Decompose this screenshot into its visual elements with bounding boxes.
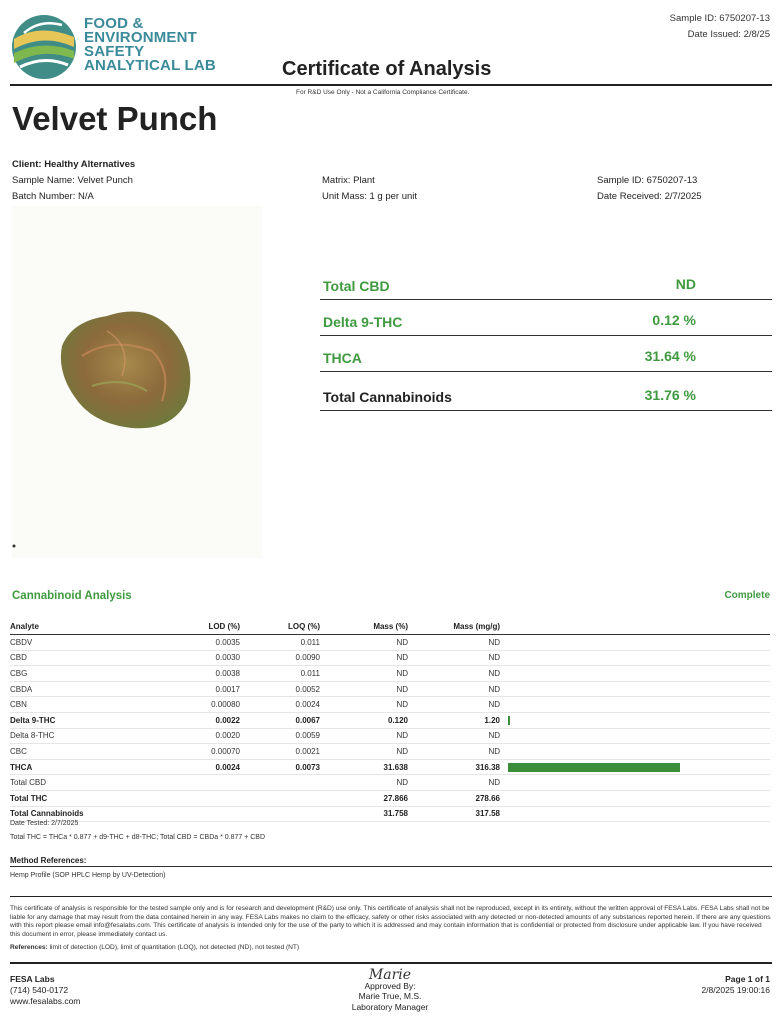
- cell-bar: [500, 728, 770, 744]
- cell-lod: 0.0022: [160, 712, 240, 728]
- footer-lab: [10, 974, 80, 1007]
- cell-mass-pct: 31.638: [320, 759, 408, 775]
- lab-phone: (714) 540-0172: [10, 985, 69, 995]
- cell-mass-pct: ND: [320, 775, 408, 791]
- cell-analyte: Total THC: [10, 790, 160, 806]
- cell-analyte: Delta 9-THC: [10, 712, 160, 728]
- cell-analyte: THCA: [10, 759, 160, 775]
- cell-mass-pct: ND: [320, 666, 408, 682]
- status-badge: Complete: [724, 590, 770, 601]
- method-text: Hemp Profile (SOP HPLC Hemp by UV-Detection): [10, 872, 166, 879]
- summary-row-delta9: [320, 308, 772, 336]
- summary-row-thca: [320, 344, 772, 372]
- cell-lod: 0.00070: [160, 744, 240, 760]
- cell-analyte: CBN: [10, 697, 160, 713]
- column-header: Mass (%): [320, 620, 408, 635]
- cell-loq: 0.0052: [240, 681, 320, 697]
- references: [10, 944, 299, 951]
- signature: Marie: [368, 967, 412, 983]
- product-name: Velvet Punch: [12, 100, 218, 137]
- cell-lod: 0.0038: [160, 666, 240, 682]
- summary-label: Total CBD: [323, 278, 390, 294]
- cell-lod: 0.0035: [160, 635, 240, 651]
- batch-number: Batch Number: N/A: [12, 191, 94, 202]
- header-meta: [670, 11, 770, 43]
- header-rule: [10, 84, 772, 86]
- formula-note: Total THC = THCa * 0.877 + d9-THC + d8-THC; Total CBD = CBDa * 0.877 + CBD: [10, 834, 266, 841]
- cell-mass-mg: ND: [408, 728, 500, 744]
- cell-bar: [500, 697, 770, 713]
- summary-label: THCA: [323, 350, 362, 366]
- cell-bar: [500, 666, 770, 682]
- cell-mass-mg: ND: [408, 650, 500, 666]
- report-timestamp: 2/8/2025 19:00:16: [701, 985, 770, 995]
- cell-lod: 0.0030: [160, 650, 240, 666]
- method-references-header: Method References:: [10, 856, 772, 867]
- product-photo: [12, 206, 262, 558]
- footer-page: [701, 974, 770, 996]
- cell-loq: 0.0024: [240, 697, 320, 713]
- table-row: [10, 712, 770, 728]
- cell-loq: 0.0021: [240, 744, 320, 760]
- cell-mass-pct: ND: [320, 744, 408, 760]
- summary-divider: [320, 371, 772, 373]
- table-row: [10, 650, 770, 666]
- disclaimer: For R&D Use Only - Not a California Compliance Certificate.: [296, 89, 470, 96]
- cell-mass-pct: 0.120: [320, 712, 408, 728]
- certificate-title: Certificate of Analysis: [282, 58, 492, 80]
- cell-mass-mg: ND: [408, 666, 500, 682]
- matrix: Matrix: Plant: [322, 175, 375, 186]
- mass-bar: [508, 763, 680, 772]
- cell-lod: [160, 790, 240, 806]
- table-row: [10, 728, 770, 744]
- cell-mass-mg: 316.38: [408, 759, 500, 775]
- summary-row-total-cbd: [320, 272, 772, 300]
- mass-bar: [508, 716, 510, 725]
- cell-analyte: Delta 8-THC: [10, 728, 160, 744]
- cell-analyte: Total Cannabinoids: [10, 806, 160, 822]
- cell-mass-pct: ND: [320, 697, 408, 713]
- table-row: [10, 759, 770, 775]
- sample-id: Sample ID: 6750207-13: [597, 175, 698, 186]
- cell-bar: [500, 712, 770, 728]
- footer-rule: [10, 962, 772, 964]
- cell-loq: 0.011: [240, 635, 320, 651]
- approver-name: Marie True, M.S.: [358, 991, 422, 1001]
- summary-value: 31.76 %: [644, 387, 696, 403]
- unit-mass: Unit Mass: 1 g per unit: [322, 191, 418, 202]
- summary-row-total-cannabinoids: [320, 383, 772, 411]
- cell-loq: 0.0073: [240, 759, 320, 775]
- cell-bar: [500, 681, 770, 697]
- cell-loq: 0.0067: [240, 712, 320, 728]
- cannabinoid-table: [10, 620, 770, 822]
- table-row: [10, 635, 770, 651]
- date-tested: Date Tested: 2/7/2025: [10, 820, 79, 827]
- column-header: LOD (%): [160, 620, 240, 635]
- column-header: Analyte: [10, 620, 160, 635]
- cell-mass-mg: ND: [408, 697, 500, 713]
- cell-mass-mg: ND: [408, 775, 500, 791]
- cell-analyte: CBD: [10, 650, 160, 666]
- table-row: [10, 790, 770, 806]
- approver-title: Laboratory Manager: [351, 1001, 429, 1012]
- cell-lod: [160, 806, 240, 822]
- approved-by: Approved By:: [364, 980, 416, 991]
- references-text: limit of detection (LOD), limit of quantitation (LOQ), not detected (ND), not tested (NT): [49, 944, 300, 951]
- logo-line: SAFETY: [84, 43, 145, 60]
- cell-bar: [500, 775, 770, 791]
- column-header: Mass (mg/g): [408, 620, 500, 635]
- table-row: [10, 775, 770, 791]
- section-title: Cannabinoid Analysis: [12, 590, 132, 602]
- sample-id-top: Sample ID: 6750207-13: [669, 13, 770, 24]
- cell-lod: 0.0024: [160, 759, 240, 775]
- cell-bar: [500, 759, 770, 775]
- cell-analyte: CBC: [10, 744, 160, 760]
- cell-loq: 0.0090: [240, 650, 320, 666]
- table-header-row: [10, 620, 770, 635]
- summary-value: 0.12 %: [652, 312, 696, 328]
- cell-mass-pct: ND: [320, 728, 408, 744]
- page-number: Page 1 of 1: [725, 974, 770, 984]
- column-header-bar: [500, 620, 770, 635]
- cell-mass-mg: ND: [408, 681, 500, 697]
- cannabis-bud-image: [12, 206, 262, 558]
- cell-bar: [500, 806, 770, 822]
- table-row: [10, 744, 770, 760]
- summary-value: ND: [675, 276, 696, 292]
- summary-label: Total Cannabinoids: [323, 389, 452, 405]
- footer-approval: [340, 967, 440, 1012]
- cell-loq: [240, 775, 320, 791]
- summary-divider: [320, 410, 772, 412]
- summary-label: Delta 9-THC: [323, 314, 403, 330]
- summary-divider: [320, 299, 772, 301]
- cell-analyte: CBDV: [10, 635, 160, 651]
- lab-website: www.fesalabs.com: [10, 996, 81, 1006]
- cell-loq: 0.011: [240, 666, 320, 682]
- cell-lod: 0.0017: [160, 681, 240, 697]
- table-row: [10, 681, 770, 697]
- cell-mass-mg: 317.58: [408, 806, 500, 822]
- legal-rule: [10, 896, 772, 897]
- table-row: [10, 806, 770, 822]
- cell-lod: 0.00080: [160, 697, 240, 713]
- cell-bar: [500, 635, 770, 651]
- cell-mass-pct: 31.758: [320, 806, 408, 822]
- cell-analyte: Total CBD: [10, 775, 160, 791]
- cell-analyte: CBDA: [10, 681, 160, 697]
- cell-lod: [160, 775, 240, 791]
- legal-disclaimer: This certificate of analysis is responsible for the tested sample only and is for research and development (R&D) use only. This certificate of analysis shall not be reproduced, except in its entirety, without the written approval of FESA Labs. FESA Labs shall not be liable for any damage that may result from the data contained herein in any way. FESA Labs makes no claim to the efficacy, safety or other risks associated with any detected or non-detected amounts of any substances reported herein. If there are any questions with this report please email info@fesalabs.com. This certificate of analysis is intended only for the use of the party to which it is addressed and may contain information that is confidential or protected from disclosure under applicable law. If you have received this document in error, please immediately contact us.: [10, 905, 771, 938]
- logo-line: FOOD &: [84, 15, 144, 32]
- matrix-info: [322, 173, 417, 205]
- sample-info: [597, 173, 702, 205]
- references-label: References:: [10, 944, 48, 951]
- client-info: [12, 157, 135, 205]
- logo-line: ENVIRONMENT: [84, 29, 198, 46]
- lab-logo-text: [84, 17, 216, 73]
- cell-mass-mg: 278.66: [408, 790, 500, 806]
- date-received: Date Received: 2/7/2025: [597, 191, 702, 202]
- cell-bar: [500, 744, 770, 760]
- summary-divider: [320, 335, 772, 337]
- cell-mass-mg: ND: [408, 744, 500, 760]
- cell-loq: [240, 806, 320, 822]
- cell-bar: [500, 650, 770, 666]
- cell-loq: 0.0059: [240, 728, 320, 744]
- client-name: Client: Healthy Alternatives: [12, 159, 136, 170]
- sample-name: Sample Name: Velvet Punch: [12, 175, 133, 186]
- table-row: [10, 666, 770, 682]
- summary-value: 31.64 %: [644, 348, 696, 364]
- logo-line: ANALYTICAL LAB: [84, 57, 216, 74]
- date-issued: Date Issued: 2/8/25: [687, 29, 770, 40]
- cell-mass-pct: ND: [320, 681, 408, 697]
- cell-mass-mg: 1.20: [408, 712, 500, 728]
- cell-mass-pct: 27.866: [320, 790, 408, 806]
- cell-mass-pct: ND: [320, 635, 408, 651]
- lab-logo-icon: [10, 13, 78, 81]
- cell-lod: 0.0020: [160, 728, 240, 744]
- table-row: [10, 697, 770, 713]
- column-header: LOQ (%): [240, 620, 320, 635]
- cell-mass-mg: ND: [408, 635, 500, 651]
- cell-analyte: CBG: [10, 666, 160, 682]
- cell-loq: [240, 790, 320, 806]
- cell-bar: [500, 790, 770, 806]
- lab-name: FESA Labs: [10, 974, 55, 984]
- cell-mass-pct: ND: [320, 650, 408, 666]
